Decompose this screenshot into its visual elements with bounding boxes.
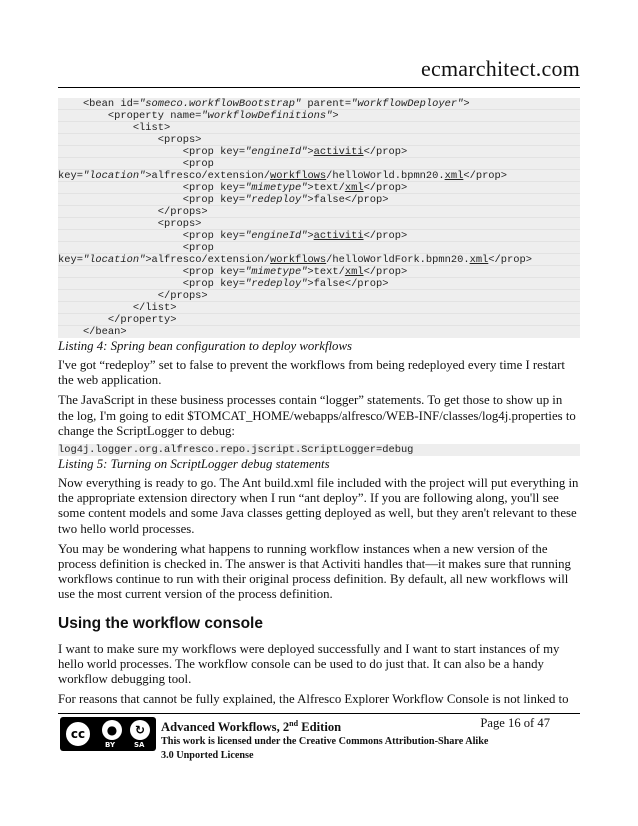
- page-number: Page 16 of 47: [480, 716, 550, 730]
- code-line: </bean>: [58, 326, 127, 338]
- code-line: <prop key="engineId">activiti</prop>: [58, 230, 580, 242]
- page-footer: [58, 716, 580, 760]
- paragraph-versioning: You may be wondering what happens to running workflow instances when a new version of the process definition is checked in. The answer is that Activiti handles that—it makes sure that running workflows continue to run with their original process definition. By default, all new workflows will use the most current version of the process definition.: [58, 541, 571, 602]
- code-line: </props>: [58, 206, 580, 218]
- code-line: <props>: [58, 218, 580, 230]
- code-line: </property>: [58, 314, 580, 326]
- cc-license-badge: [60, 717, 156, 751]
- license-text: This work is licensed under the Creative Commons Attribution-Share Alike 3.0 Unported License: [161, 736, 489, 762]
- attribution-icon: ●: [102, 720, 122, 740]
- code-line: <property name="workflowDefinitions">: [58, 110, 580, 122]
- section-heading: Using the workflow console: [58, 614, 263, 632]
- code-line: <list>: [58, 122, 580, 134]
- code-line: <prop key="redeploy">false</prop>: [58, 194, 580, 206]
- code-line: log4j.logger.org.alfresco.repo.jscript.ScriptLogger=debug: [58, 444, 414, 457]
- listing-5-caption: Listing 5: Turning on ScriptLogger debug statements: [58, 457, 330, 472]
- code-listing-5: [58, 444, 580, 456]
- code-line: <prop key="mimetype">text/xml</prop>: [58, 266, 580, 278]
- code-line: <prop key="engineId">activiti</prop>: [58, 146, 580, 158]
- share-alike-icon: ↻: [130, 720, 150, 740]
- by-label: BY: [105, 741, 116, 749]
- header-rule: [58, 87, 580, 88]
- code-line: key="location">alfresco/extension/workflows/helloWorld.bpmn20.xml</prop>: [58, 170, 580, 182]
- code-line: </list>: [58, 302, 580, 314]
- book-title: Advanced Workflows, 2nd Edition: [161, 719, 342, 735]
- paragraph-explorer: For reasons that cannot be fully explained, the Alfresco Explorer Workflow Console is not linked to: [58, 692, 569, 707]
- code-line: <prop: [58, 242, 580, 254]
- paragraph-console: I want to make sure my workflows were deployed successfully and I want to start instances of my hello world processes. The workflow console can be used to do just that. It can also be a handy workflow debugging tool.: [58, 641, 560, 687]
- code-line: <prop key="mimetype">text/xml</prop>: [58, 182, 580, 194]
- code-line: key="location">alfresco/extension/workflows/helloWorldFork.bpmn20.xml</prop>: [58, 254, 580, 266]
- code-line: <prop: [58, 158, 580, 170]
- footer-text: [161, 716, 580, 763]
- footer-rule: [58, 713, 580, 714]
- page-content: [58, 98, 580, 712]
- listing-4-caption: Listing 4: Spring bean configuration to deploy workflows: [58, 339, 352, 353]
- paragraph-ready: Now everything is ready to go. The Ant build.xml file included with the project will put everything in the appropriate extension directory when I run “ant deploy”. If you are following along, you'll see some content models and some Java classes getting deployed as well, but they aren't relevant to these two hello world processes.: [58, 476, 579, 536]
- site-title: ecmarchitect.com: [421, 56, 580, 81]
- paragraph-logger: The JavaScript in these business processes contain “logger” statements. To get those to show up in the log, I'm going to edit $TOMCAT_HOME/webapps/alfresco/WEB-INF/classes/log4j.properties to change the ScriptLogger to debug:: [58, 393, 576, 438]
- sa-label: SA: [134, 741, 145, 749]
- code-line: <props>: [58, 134, 580, 146]
- code-line: <prop key="redeploy">false</prop>: [58, 278, 580, 290]
- code-listing-4: [58, 98, 580, 338]
- code-line: <bean id="someco.workflowBootstrap" parent="workflowDeployer">: [58, 98, 580, 110]
- code-line: </props>: [58, 290, 580, 302]
- paragraph-redeploy: I've got “redeploy” set to false to prevent the workflows from being redeployed every time I restart the web application.: [58, 358, 565, 388]
- cc-logo-icon: cc: [64, 720, 92, 748]
